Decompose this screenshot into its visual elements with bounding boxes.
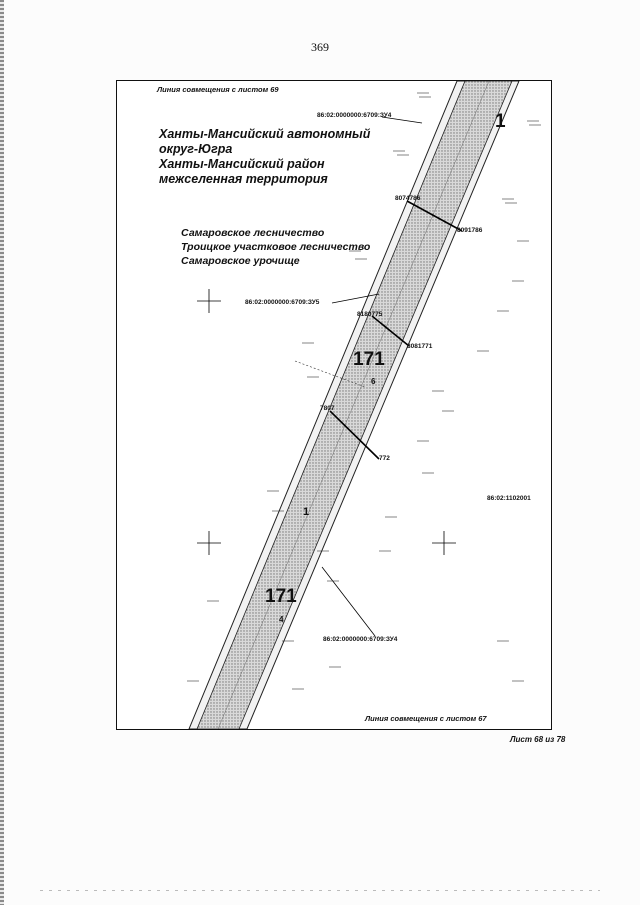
region-line-4: межселенная территория (159, 172, 328, 186)
parcel-label-zu4-bottom: 86:02:0000000:6709:ЗУ4 (323, 636, 398, 643)
forestry-line-3: Самаровское урочище (181, 255, 300, 267)
quarter-block-label: 86:02:1102001 (487, 495, 531, 502)
quarter-171-upper-sub: 6 (371, 377, 376, 386)
point-label-d: 8081771 (407, 343, 433, 350)
quarter-171-lower-sub: 4 (279, 615, 284, 624)
point-label-b: 8091786 (457, 227, 483, 234)
parcel-label-zu5: 86:02:0000000:6709:ЗУ5 (245, 299, 320, 306)
junction-line-top: Линия совмещения с листом 69 (157, 85, 279, 94)
parcel-label-zu4-top: 86:02:0000000:6709:ЗУ4 (317, 112, 392, 119)
quarter-171-upper: 171 (353, 349, 385, 370)
region-line-1: Ханты-Мансийский автономный (159, 127, 371, 141)
point-label-f: 772 (379, 455, 390, 462)
quarter-171-lower: 171 (265, 586, 297, 607)
point-label-e: 7807 (320, 405, 335, 412)
scan-noise (40, 890, 600, 891)
sheet-footer: Лист 68 из 78 (510, 735, 566, 744)
junction-line-bottom: Линия совмещения с листом 67 (365, 714, 487, 723)
quarter-number-middle: 1 (303, 506, 310, 518)
forestry-line-2: Троицкое участковое лесничество (181, 241, 371, 253)
map-sheet (116, 80, 552, 730)
binder-edge (0, 0, 4, 905)
forestry-line-1: Самаровское лесничество (181, 227, 325, 239)
point-label-a: 8074786 (395, 195, 421, 202)
point-label-c: 8180775 (357, 311, 383, 318)
quarter-number-top: 1 (495, 111, 506, 132)
region-line-3: Ханты-Мансийский район (159, 157, 325, 171)
leader-zu4-bottom (322, 567, 375, 636)
page-number: 369 (311, 40, 329, 54)
region-line-2: округ-Югра (159, 142, 233, 156)
